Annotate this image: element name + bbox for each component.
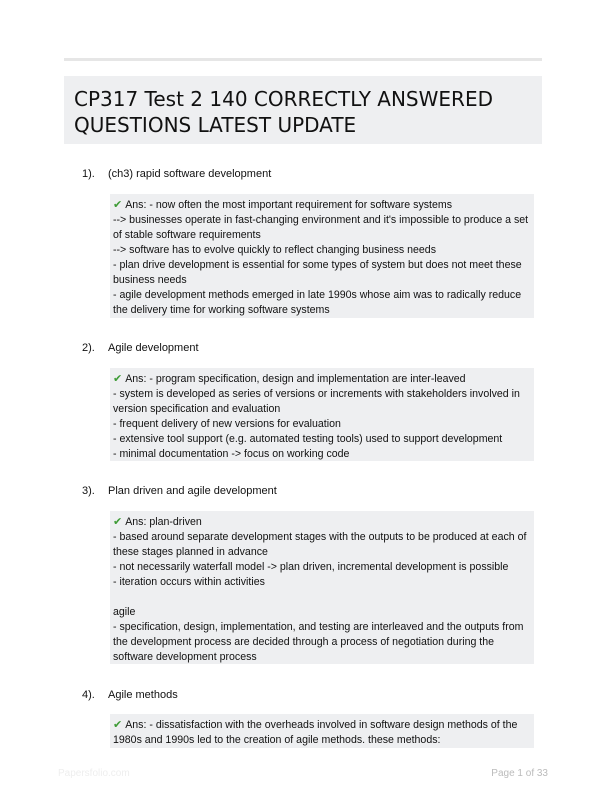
answer-line: - minimal documentation -> focus on working code	[113, 448, 350, 460]
answer-line: - not necessarily waterfall model -> plan driven, incremental development is possible	[113, 561, 509, 573]
check-icon: ✔	[113, 199, 123, 211]
answer-line: Ans: - dissatisfaction with the overheads involved in software design methods of the 1980s and 1990s led to the creation of agile methods. these methods:	[113, 719, 518, 746]
footer-watermark: Papersfolio.com	[58, 768, 130, 779]
answer-box-4	[110, 714, 534, 748]
question-number: 3).	[82, 485, 95, 497]
answer-box-3	[110, 511, 534, 664]
answer-line: --> software has to evolve quickly to reflect changing business needs	[113, 244, 436, 256]
answer-line: --> businesses operate in fast-changing environment and it's impossible to produce a set of stable software requirements	[113, 214, 529, 241]
answer-line: - iteration occurs within activities	[113, 576, 265, 588]
check-icon: ✔	[113, 373, 123, 385]
question-text: Plan driven and agile development	[108, 485, 277, 497]
answer-line: - based around separate development stages with the outputs to be produced at each of these stages planned in advance	[113, 531, 527, 558]
question-text: Agile methods	[108, 689, 178, 701]
answer-line: Ans: - program specification, design and implementation are inter-leaved	[125, 373, 466, 385]
title-banner	[64, 76, 542, 144]
question-text: (ch3) rapid software development	[108, 168, 272, 180]
answer-line: - plan drive development is essential for some types of system but does not meet these business needs	[113, 259, 522, 286]
answer-line: - frequent delivery of new versions for evaluation	[113, 418, 341, 430]
answer-line: - specification, design, implementation, and testing are interleaved and the outputs from the development process are decided through a process of negotiation during the software development process	[113, 621, 524, 663]
question-number: 4).	[82, 689, 95, 701]
answer-box-2	[110, 368, 534, 461]
question-number: 1).	[82, 168, 95, 180]
check-icon: ✔	[113, 516, 123, 528]
answer-line: - extensive tool support (e.g. automated testing tools) used to support development	[113, 433, 503, 445]
answer-box-1	[110, 194, 534, 318]
check-icon: ✔	[113, 719, 123, 731]
answer-blank-line	[113, 590, 529, 605]
question-number: 2).	[82, 342, 95, 354]
answer-line: - system is developed as series of versions or increments with stakeholders involved in version specification and evaluation	[113, 388, 520, 415]
page-number: Page 1 of 33	[491, 768, 548, 779]
answer-line: Ans: - now often the most important requirement for software systems	[125, 199, 452, 211]
answer-line: - agile development methods emerged in late 1990s whose aim was to radically reduce the delivery time for working software systems	[113, 289, 522, 316]
question-text: Agile development	[108, 342, 199, 354]
answer-line: Ans: plan-driven	[125, 516, 202, 528]
document-title: CP317 Test 2 140 CORRECTLY ANSWERED QUESTIONS LATEST UPDATE	[74, 87, 493, 137]
top-divider	[64, 58, 542, 61]
answer-line: agile	[113, 606, 136, 618]
